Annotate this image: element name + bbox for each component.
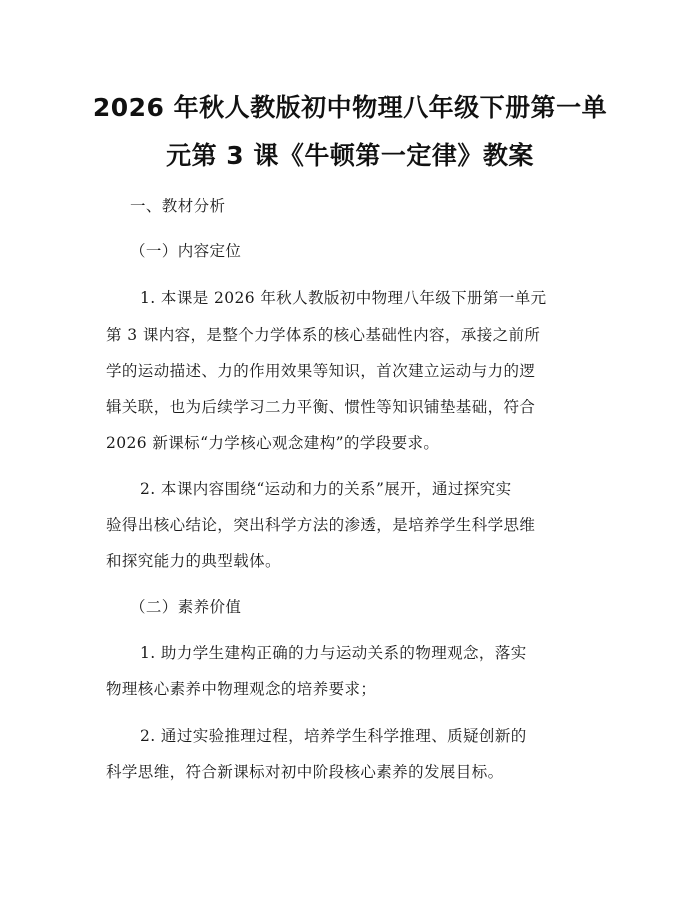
subsection-heading-content-positioning: （一）内容定位 xyxy=(130,242,242,260)
paragraph-2-1-line-2: 物理核心素养中物理观念的培养要求； xyxy=(106,680,377,698)
paragraph-1-2-line-1: 2. 本课内容围绕“运动和力的关系”展开，通过探究实 xyxy=(140,480,512,498)
paragraph-2-2-line-2: 科学思维，符合新课标对初中阶段核心素养的发展目标。 xyxy=(106,763,504,781)
subsection-heading-literacy-value: （二）素养价值 xyxy=(130,598,242,616)
title-line-2: 元第 3 课《牛顿第一定律》教案 xyxy=(166,141,534,170)
paragraph-1-1-line-2: 第 3 课内容，是整个力学体系的核心基础性内容，承接之前所 xyxy=(106,326,541,344)
paragraph-2-2-line-1: 2. 通过实验推理过程，培养学生科学推理、质疑创新的 xyxy=(140,727,527,745)
paragraph-1-1-line-1: 1. 本课是 2026 年秋人教版初中物理八年级下册第一单元 xyxy=(140,289,547,307)
paragraph-1-1-line-4: 辑关联，也为后续学习二力平衡、惯性等知识铺垫基础，符合 xyxy=(106,398,536,416)
paragraph-1-2-line-3: 和探究能力的典型载体。 xyxy=(106,552,281,570)
paragraph-1-2-line-2: 验得出核心结论，突出科学方法的渗透，是培养学生科学思维 xyxy=(106,516,536,534)
paragraph-1-1-line-5: 2026 新课标“力学核心观念建构”的学段要求。 xyxy=(106,434,440,452)
paragraph-1-1-line-3: 学的运动描述、力的作用效果等知识，首次建立运动与力的逻 xyxy=(106,362,536,380)
document-title xyxy=(90,84,610,180)
section-heading-teaching-material-analysis: 一、教材分析 xyxy=(130,197,226,215)
paragraph-2-1-line-1: 1. 助力学生建构正确的力与运动关系的物理观念，落实 xyxy=(140,644,527,662)
title-line-1: 2026 年秋人教版初中物理八年级下册第一单 xyxy=(92,93,608,122)
